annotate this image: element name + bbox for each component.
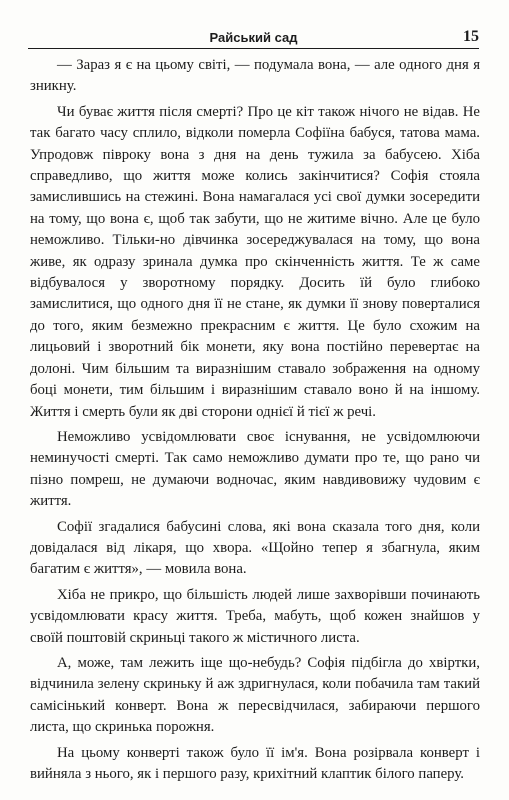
paragraph-4: Софії згадалися бабусині слова, які вона сказала того дня, коли довідалася від лікаря, що хвора. «Щойно тепер я збагнула, яким багатим є життя», — мовила вона. (30, 518, 480, 578)
paragraph-2: Чи буває життя після смерті? Про це кіт також нічого не відав. Не так багато часу сплило, відколи померла Софіїна бабуся, татова мама. Упродовж півроку вона з дня на день тужила за бабусею. Хіба справедливо, що життя може колись закінчитися? Софія стояла замислившись на стежині. Вона намагалася усі свої думки зосередити на тому, що вона є, щоб так забути, що не житиме вічно. Але це було неможливо. Тільки-но дівчинка зосереджувалася на тому, що вона живе, як одразу зринала думка про скінченність життя. Те ж саме відбувалося у зворотному порядку. Досить їй було глибоко замислитися, що одного дня її не стане, як думки її знову поверталися до того, яким безмежно прекрасним є життя. Це було схожим на лицьовий і зворотний бік монети, яку вона постійно перевертає на долоні. Чим більшим та виразнішим ставало зображення на одному боці монети, тим більшим і виразнішим ставало воно й на іншому. Життя і смерть були як дві сторони однієї й тієї ж речі. (30, 103, 480, 420)
running-title: Райський сад (209, 30, 298, 45)
body-text (30, 55, 480, 785)
page-number: 15 (463, 28, 479, 45)
paragraph-5: Хіба не прикро, що більшість людей лише захворівши починають усвідомлювати красу життя. Треба, мабуть, щоб кожен знайшов у своїй поштовій скриньці такого ж містичного листа. (30, 586, 480, 646)
paragraph-6: А, може, там лежить іще що-небудь? Софія підбігла до хвіртки, відчинила зелену скриньку й аж здригнулася, коли побачила там такий самісінький конверт. Вона ж пересвідчилася, забираючи першого листа, що скринька порожня. (30, 654, 480, 736)
paragraph-7: На цьому конверті також було її ім'я. Вона розірвала конверт і вийняла з нього, як і першого разу, крихітний клаптик білого паперу. (30, 744, 480, 782)
paragraph-1: — Зараз я є на цьому світі, — подумала вона, — але одного дня я зникну. (30, 57, 480, 95)
running-header (28, 28, 479, 49)
paragraph-3: Неможливо усвідомлювати своє існування, не усвідомлюючи неминучості смерті. Так само неможливо думати про те, що рано чи пізно помреш, не думаючи водночас, яким навдивовижу чудовим є життя. (30, 428, 480, 510)
